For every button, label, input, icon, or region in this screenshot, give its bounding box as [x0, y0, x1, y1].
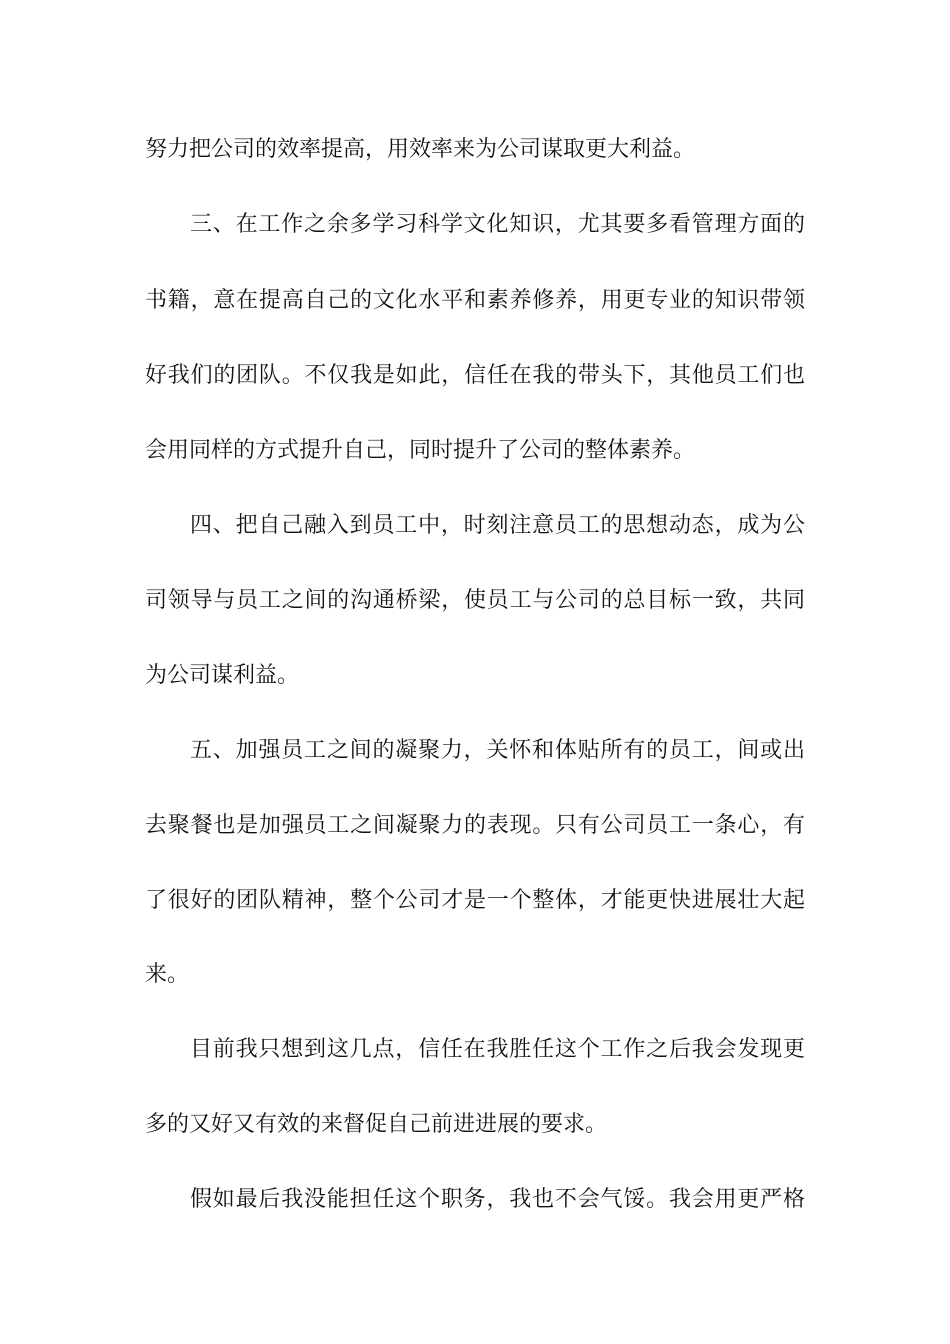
text-line: 了很好的团队精神，整个公司才是一个整体，才能更快进展壮大起: [145, 888, 805, 913]
text-line: 努力把公司的效率提高，用效率来为公司谋取更大利益。: [145, 137, 696, 162]
text-line: 为公司谋利益。: [145, 663, 300, 688]
text-line: 多的又好又有效的来督促自己前进进展的要求。: [145, 1112, 608, 1137]
text-line: 目前我只想到这几点，信任在我胜任这个工作之后我会发现更: [190, 1037, 805, 1062]
text-line: 五、加强员工之间的凝聚力，关怀和体贴所有的员工，间或出: [190, 738, 805, 763]
text-line: 三、在工作之余多学习科学文化知识，尤其要多看管理方面的: [190, 212, 805, 237]
text-line: 来。: [145, 962, 190, 987]
text-line: 司领导与员工之间的沟通桥梁，使员工与公司的总目标一致，共同: [145, 588, 805, 613]
text-line: 好我们的团队。不仅我是如此，信任在我的带头下，其他员工们也: [145, 363, 805, 388]
text-line: 书籍，意在提高自己的文化水平和素养修养，用更专业的知识带领: [145, 288, 805, 313]
text-line: 假如最后我没能担任这个职务，我也不会气馁。我会用更严格: [190, 1187, 805, 1212]
text-line: 去聚餐也是加强员工之间凝聚力的表现。只有公司员工一条心，有: [145, 813, 805, 838]
text-line: 四、把自己融入到员工中，时刻注意员工的思想动态，成为公: [190, 513, 805, 538]
text-line: 会用同样的方式提升自己，同时提升了公司的整体素养。: [145, 438, 696, 463]
